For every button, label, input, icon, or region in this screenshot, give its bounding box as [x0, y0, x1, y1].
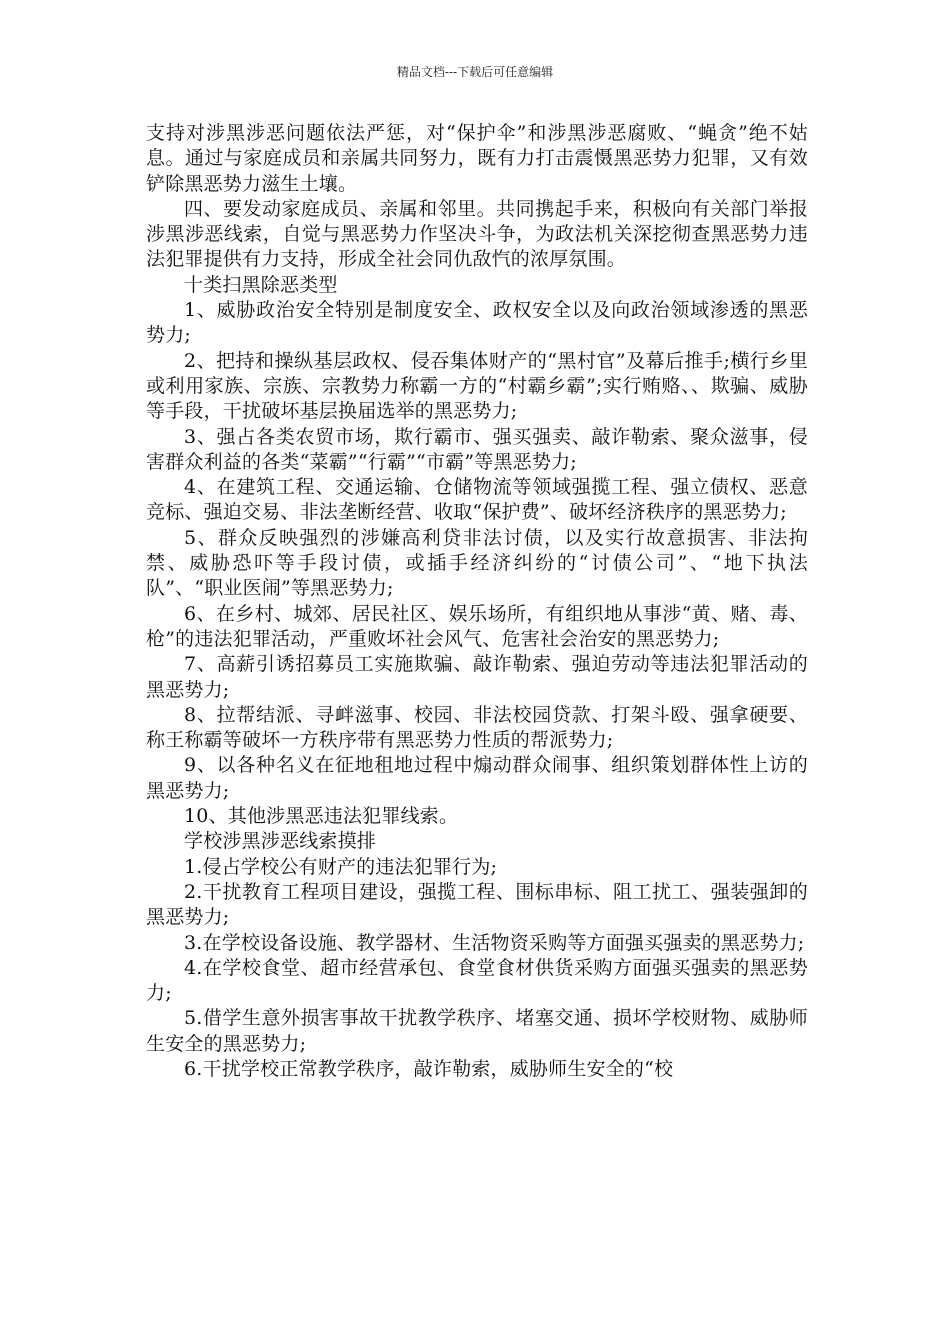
list-item: 5.借学生意外损害事故干扰教学秩序、堵塞交通、损坏学校财物、威胁师生安全的黑恶势力;	[146, 1007, 808, 1055]
page-header: 精品文档---下载后可任意编辑	[396, 65, 554, 79]
paragraph-2: 四、要发动家庭成员、亲属和邻里。共同携起手来，积极向有关部门举报涉黑涉恶线索，自觉与黑恶势力作坚决斗争，为政法机关深挖彻查黑恶势力违法犯罪提供有力支持，形成全社会同仇敌忾的浓厚氛围。	[146, 197, 808, 271]
list-item: 1、威胁政治安全特别是制度安全、政权安全以及向政治领域渗透的黑恶势力;	[146, 299, 808, 347]
list-item: 6.干扰学校正常教学秩序，敲诈勒索，威胁师生安全的“校	[184, 1057, 674, 1080]
list-item: 4、在建筑工程、交通运输、仓储物流等领域强揽工程、强立债权、恶意竞标、强迫交易、非法垄断经营、收取“保护费”、破坏经济秩序的黑恶势力;	[146, 476, 808, 524]
list-item: 9、以各种名义在征地租地过程中煽动群众闹事、组织策划群体性上访的黑恶势力;	[146, 754, 808, 802]
list-item: 3、强占各类农贸市场，欺行霸市、强买强卖、敲诈勒索、聚众滋事，侵害群众利益的各类“菜霸”“行霸”“市霸”等黑恶势力;	[146, 425, 808, 473]
list-item: 2、把持和操纵基层政权、侵吞集体财产的“黑村官”及幕后推手;横行乡里或利用家族、宗族、宗教势力称霸一方的“村霸乡霸”;实行贿赂、、欺骗、威胁等手段，干扰破坏基层换届选举的黑恶势力;	[146, 349, 808, 423]
list-item: 10、其他涉黑恶违法犯罪线索。	[184, 805, 459, 828]
list-item: 2.干扰教育工程项目建设，强揽工程、围标串标、阻工扰工、强装强卸的黑恶势力;	[146, 880, 808, 929]
list-item: 6、在乡村、城郊、居民社区、娱乐场所，有组织地从事涉“黄、赌、毒、枪”的违法犯罪活动，严重败坏社会风气、危害社会治安的黑恶势力;	[146, 602, 808, 650]
list-item: 3.在学校设备设施、教学器材、生活物资采购等方面强买强卖的黑恶势力;	[184, 931, 805, 954]
paragraph-1: 支持对涉黑涉恶问题依法严惩，对“保护伞”和涉黑涉恶腐败、“蝇贪”绝不姑息。通过与家庭成员和亲属共同努力，既有力打击震慑黑恶势力犯罪，又有效铲除黑恶势力滋生土壤。	[146, 122, 808, 195]
list-item: 4.在学校食堂、超市经营承包、食堂食材供货采购方面强买强卖的黑恶势力;	[146, 956, 808, 1005]
section-heading-school: 学校涉黑涉恶线索摸排	[184, 830, 377, 853]
document-body	[146, 121, 808, 1082]
list-item: 8、拉帮结派、寻衅滋事、校园、非法校园贷款、打架斗殴、强拿硬要、称王称霸等破坏一方秩序带有黑恶势力性质的帮派势力;	[146, 703, 808, 752]
list-item: 1.侵占学校公有财产的违法犯罪行为;	[184, 855, 498, 878]
list-item: 5、群众反映强烈的涉嫌高利贷非法讨债，以及实行故意损害、非法拘禁、威胁恐吓等手段讨债，或插手经济纠纷的“讨债公司”、“地下执法队”、“职业医闹”等黑恶势力;	[146, 526, 808, 600]
list-item: 7、高薪引诱招募员工实施欺骗、敲诈勒索、强迫劳动等违法犯罪活动的黑恶势力;	[146, 653, 808, 701]
section-heading-ten-types: 十类扫黑除恶类型	[184, 273, 338, 296]
